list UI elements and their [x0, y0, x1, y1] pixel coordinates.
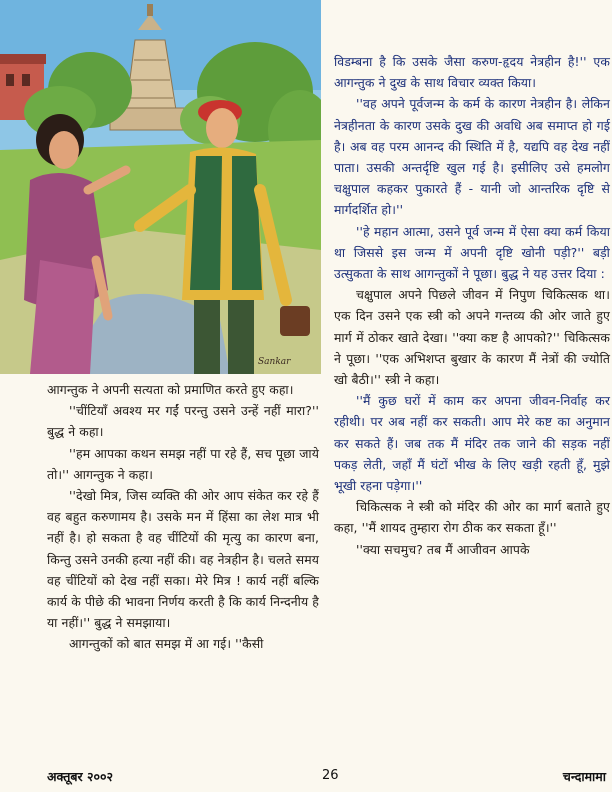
paragraph: चिकित्सक ने स्त्री को मंदिर की ओर का मार्ग बताते हुए कहा, ''मैं शायद तुम्हारा रोग ठीक कर सकता हूँ।'' — [334, 499, 610, 536]
page-number: 26 — [322, 768, 339, 783]
paragraph: ''क्या सचमुच? तब मैं आजीवन आपके — [356, 541, 530, 557]
artist-signature: Sankar — [258, 357, 291, 367]
left-text-column — [47, 379, 319, 655]
paragraph: ''चींटियाँ अवश्य मर गईं परन्तु उसने उन्हें नहीं मारा?'' बुद्ध ने कहा। — [47, 403, 319, 440]
paragraph: आगन्तुक ने अपनी सत्यता को प्रमाणित करते हुए कहा। — [47, 382, 294, 397]
paragraph: ''हे महान आत्मा, उसने पूर्व जन्म में ऐसा क्या कर्म किया था जिससे इस जन्म में अपनी दृष्टि खोनी पड़ी?'' बड़ी उत्सुकता के साथ आगन्तुकों ने पूछा। बुद्ध ने यह उत्तर दिया : — [334, 223, 610, 282]
paragraph: ''वह अपने पूर्वजन्म के कर्म के कारण नेत्रहीन है। लेकिन नेत्रहीनता के कारण उसके दुख की अवधि अब समाप्त हो गई है। अब वह परम आनन्द की स्थिति में है, यद्यपि वह देख नहीं पाता। उसकी अन्तर्दृष्टि खुल गई है। इसीलिए उसे हमलोग चक्षुपाल कहकर पुकारते हैं - यानी जो आन्तरिक दृष्टि से मार्गदर्शित हो।'' — [334, 96, 610, 218]
paragraph: ''हम आपका कथन समझ नहीं पा रहे हैं, सच पूछा जाये तो।'' आगन्तुक ने कहा। — [47, 445, 319, 482]
issue-date: अक्तूबर २००२ — [47, 769, 113, 784]
paragraph: ''देखो मित्र, जिस व्यक्ति की ओर आप संकेत कर रहे हैं वह बहुत करुणामय है। उसके मन में हिंसा का लेश मात्र भी नहीं है। हो सकता है वह चींटियों की मृत्यु का कारण बना, किन्तु उसने उनकी हत्या नहीं की। वह नेत्रहीन है। चलते समय वह चींटियों को देख नहीं सका। मेरे मित्र ! कार्य नहीं बल्कि कार्य के पीछे की भावना निर्णय करती है कि कार्य निन्दनीय है या नहीं।'' बुद्ध ने समझाया। — [47, 488, 319, 631]
magazine-name: चन्दामामा — [562, 769, 606, 784]
paragraph: ''मैं कुछ घरों में काम कर अपना जीवन-निर्वाह कर रहीथी। पर अब नहीं कर सकती। आप मेरे कष्ट का अनुमान कर सकते हैं। जब तक मैं मंदिर तक जाने की सड़क नहीं पकड़ लेती, जहाँ मैं घंटों भीख के लिए खड़ी रहती हूँ, मुझे भूखी रहना पड़ेगा।'' — [334, 393, 610, 494]
story-illustration — [0, 0, 321, 374]
paragraph: चक्षुपाल अपने पिछले जीवन में निपुण चिकित्सक था। एक दिन उसने एक स्त्री को अपने गन्तव्य की ओर जाते हुए मार्ग में ठोकर खाते देखा। ''क्या कष्ट है आपको?'' चिकित्सक ने पूछा। ''एक अभिशप्त बुखार के कारण मैं नेत्रों की ज्योति खो बैठी।'' स्त्री ने कहा। — [334, 287, 610, 388]
paragraph: विडम्बना है कि उसके जैसा करुण-हृदय नेत्रहीन है!'' एक आगन्तुक ने दुख के साथ विचार व्यक्त किया। — [334, 54, 610, 91]
paragraph: आगन्तुकों को बात समझ में आ गई। ''कैसी — [69, 636, 264, 652]
right-text-column — [334, 51, 610, 560]
